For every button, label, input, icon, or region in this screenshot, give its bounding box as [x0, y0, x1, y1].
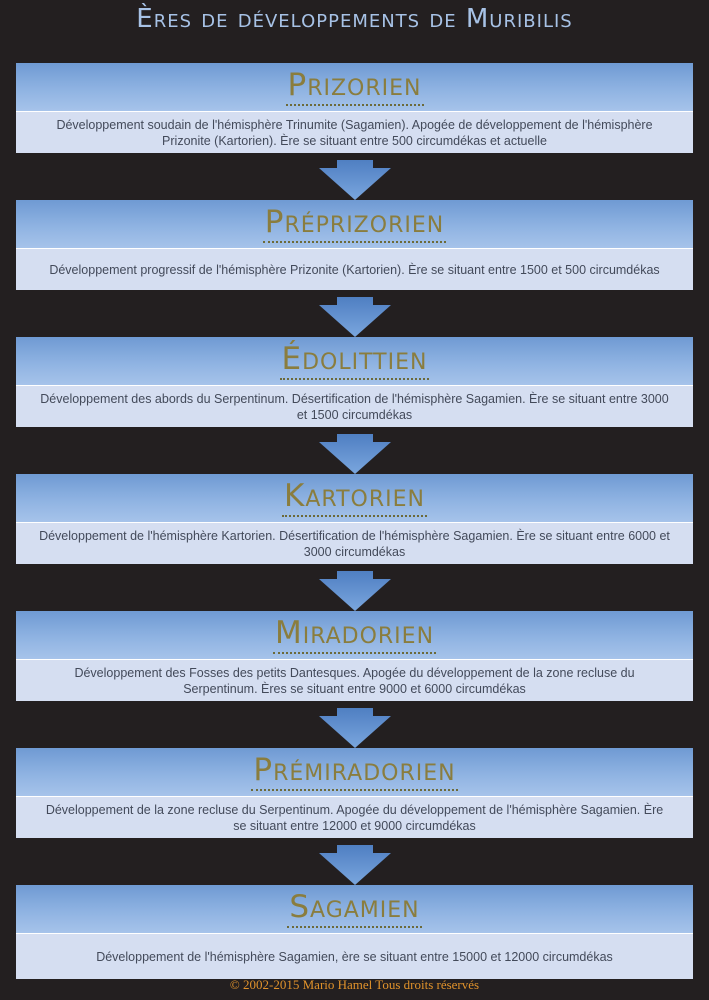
era-header: [16, 611, 693, 659]
era-description: Développement des abords du Serpentinum. Désertification de l'hémisphère Sagamien. Ère se situant entre 3000 et 1500 circumdékas: [16, 385, 693, 427]
era-box-premiradorien: [16, 748, 693, 838]
era-box-sagamien: [16, 885, 693, 979]
era-description: Développement de l'hémisphère Sagamien, ère se situant entre 15000 et 12000 circumdékas: [16, 933, 693, 979]
era-header: [16, 474, 693, 522]
era-name: Sagamien: [287, 888, 421, 928]
era-name: Édolittien: [280, 340, 430, 380]
era-header: [16, 748, 693, 796]
down-arrow-icon: [319, 708, 391, 748]
page-title: Ères de développements de Muribilis: [136, 4, 573, 34]
era-description: Développement des Fosses des petits Dantesques. Apogée du développement de la zone recluse du Serpentinum. Ères se situant entre 9000 et 6000 circumdékas: [16, 659, 693, 701]
era-header: [16, 200, 693, 248]
era-header: [16, 63, 693, 111]
era-box-preprizorien: [16, 200, 693, 290]
era-box-edolittien: [16, 337, 693, 427]
copyright-notice: © 2002-2015 Mario Hamel Tous droits réservés: [229, 977, 480, 992]
era-description: Développement de l'hémisphère Kartorien. Désertification de l'hémisphère Sagamien. Ère se situant entre 6000 et 3000 circumdékas: [16, 522, 693, 564]
era-name: Préprizorien: [263, 203, 446, 243]
era-name: Prizorien: [286, 66, 424, 106]
era-box-miradorien: [16, 611, 693, 701]
era-name: Prémiradorien: [251, 751, 457, 791]
down-arrow-icon: [319, 571, 391, 611]
down-arrow-icon: [319, 845, 391, 885]
era-box-kartorien: [16, 474, 693, 564]
era-header: [16, 885, 693, 933]
down-arrow-icon: [319, 160, 391, 200]
era-header: [16, 337, 693, 385]
era-description: Développement progressif de l'hémisphère Prizonite (Kartorien). Ère se situant entre 1500 et 500 circumdékas: [16, 248, 693, 290]
down-arrow-icon: [319, 297, 391, 337]
era-description: Développement soudain de l'hémisphère Trinumite (Sagamien). Apogée de développement de l'hémisphère Prizonite (Kartorien). Ère se situant entre 500 circumdékas et actuelle: [16, 111, 693, 153]
era-box-prizorien: [16, 63, 693, 153]
era-description: Développement de la zone recluse du Serpentinum. Apogée du développement de l'hémisphère Sagamien. Ère se situant entre 12000 et 9000 circumdékas: [16, 796, 693, 838]
era-name: Kartorien: [282, 477, 427, 517]
era-name: Miradorien: [273, 614, 436, 654]
down-arrow-icon: [319, 434, 391, 474]
